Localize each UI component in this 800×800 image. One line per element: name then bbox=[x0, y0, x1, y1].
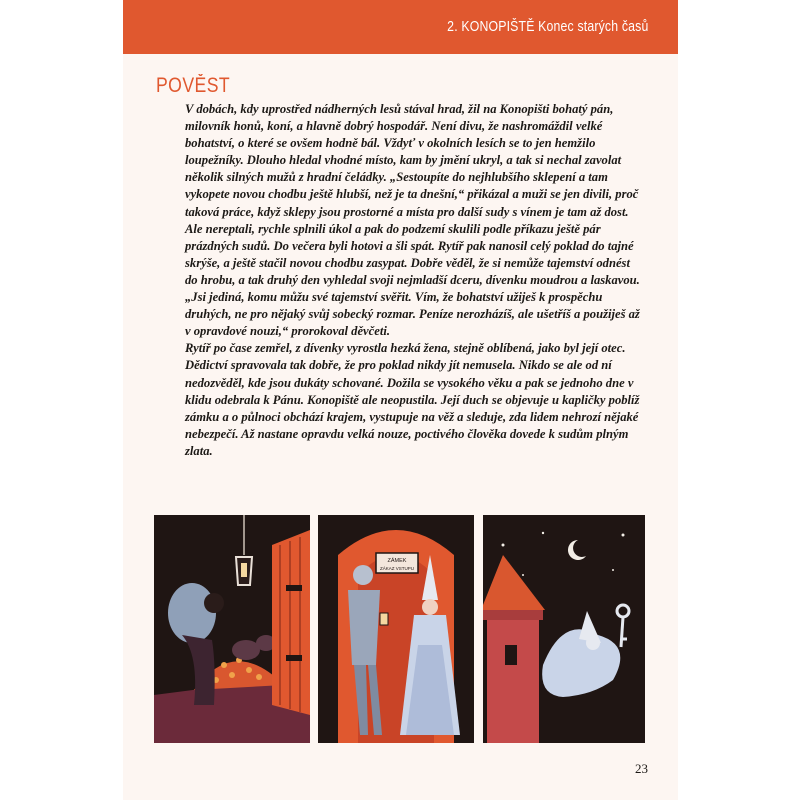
knight-daughter-illustration bbox=[318, 515, 474, 743]
illustration-panel-ghost-tower bbox=[483, 515, 645, 743]
ghost-tower-illustration bbox=[483, 515, 645, 743]
page-number: 23 bbox=[635, 761, 648, 776]
chapter-title: 2. KONOPIŠTĚ Konec starých časů bbox=[446, 18, 648, 35]
door-sign-text-2: ZÁKAZ VSTUPU bbox=[379, 566, 415, 571]
section-title: POVĚST bbox=[156, 74, 231, 97]
legend-text bbox=[185, 101, 643, 460]
illustration-panel-cellar bbox=[154, 515, 310, 743]
paragraph-1: V dobách, kdy uprostřed nádherných lesů stával hrad, žil na Konopišti bohatý pán, milovník honů, koní, a hlavně dobrý hospodář. Není divu, že nashromáždil velké bohatství, o které se ovšem hodně bál. Vždyť v okolních lesích se to jen hemžilo loupežníky. Dlouho hledal vhodné místo, kam by jmění ukryl, a tak si nechal zavolat několik silných mužů z hradní čeládky. „Sestoupíte do nejhlubšího sklepení a tam vykopete novou chodbu ještě hlubší, než je ta dnešní,“ přikázal a muži se jen divili, proč taková práce, když sklepy jsou prostorné a místa pro další sudy s vínem je tam až dost. Ale nereptali, rychle splnili úkol a pak do podzemí skulili podle příkazu ještě pár prázdných sudů. Do večera byli hotovi a šli spát. Rytíř pak nanosil celý poklad do tajné skrýše, a ještě stačil novou chodbu zasypat. Dobře věděl, že si nemůže tajemství odnést do hrobu, a tak druhý den vyhledal svoji nejmladší dceru, dívenku moudrou a laskavou. „Jsi jediná, komu můžu své tajemství svěřit. Vím, že bohatství užiješ k prospěchu druhých, ne pro nějaký svůj sobecký rozmar. Peníze nerozházíš, ale ušetříš a použiješ až v opravdové nouzi,“ prorokoval děvčeti. bbox=[185, 102, 640, 339]
paragraph-2: Rytíř po čase zemřel, z dívenky vyrostla hezká žena, stejně oblíbená, jako byl její otec. Dědictví spravovala tak dobře, že pro poklad nikdy jít nemusela. Nikdo se ale od ní nedozvěděl, kde jsou dukáty schované. Dožila se vysokého věku a pak se jednoho dne v klidu odebrala k Pánu. Konopiště ale neopustila. Její duch se objevuje u kapličky poblíž zámku a o půlnoci obchází krajem, vystupuje na věž a sleduje, zda lidem nehrozí nějaké nebezpečí. Až nastane opravdu velká nouze, poctivého člověka dovede k sudům plným zlata. bbox=[185, 341, 640, 458]
book-page bbox=[123, 0, 678, 800]
cellar-illustration bbox=[154, 515, 310, 743]
chapter-header-band bbox=[123, 0, 678, 54]
door-sign-text: ZÁMEK bbox=[387, 558, 407, 564]
illustration-panel-knight-daughter bbox=[318, 515, 474, 743]
